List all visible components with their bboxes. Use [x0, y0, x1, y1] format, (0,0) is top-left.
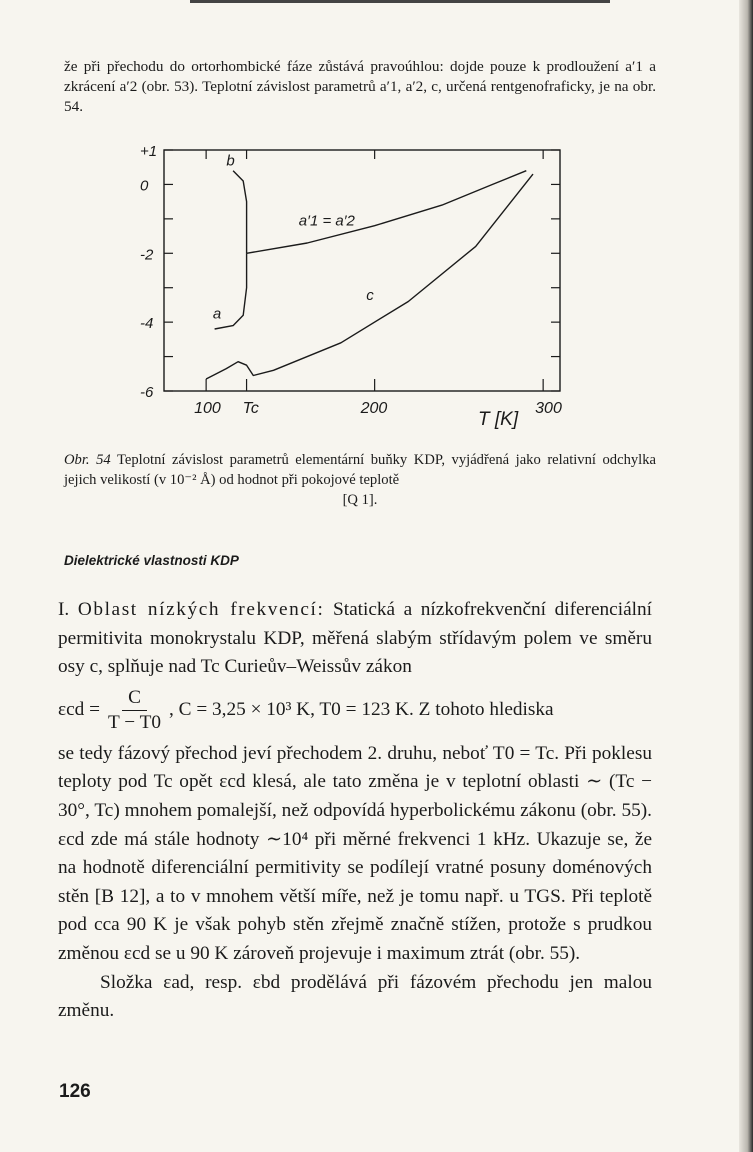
x-tick-label: Tc	[242, 400, 259, 417]
figure-54	[110, 138, 600, 443]
top-paragraph: že při přechodu do ortorhombické fáze zůstává pravoúhlou: dojde pouze k prodloužení a′1 a zkrácení a′2 (obr. 53). Teplotní závislost parametrů a′1, a′2, c, určená rentgenofraficky, je na obr. 54.	[64, 58, 656, 115]
formula-numerator: C	[122, 686, 147, 711]
series-line	[206, 174, 533, 379]
y-tick-label: -6	[140, 384, 154, 401]
caption-label: Obr. 54	[64, 452, 111, 468]
x-axis-label: T [K]	[478, 409, 519, 430]
formula-denominator: T − T0	[108, 712, 162, 734]
formula-rest: , C = 3,25 × 10³ K, T0 = 123 K. Z tohoto hlediska	[169, 699, 554, 721]
figure-caption	[64, 450, 656, 510]
series-line	[247, 171, 527, 254]
caption-reference: [Q 1].	[342, 492, 378, 508]
heading-number: I.	[58, 599, 70, 620]
body-last-paragraph: Složka εad, resp. εbd prodělává při fázovém přechodu jen malou změnu.	[58, 971, 652, 1022]
body-text	[58, 596, 652, 1026]
x-tick-label: 200	[360, 400, 388, 417]
series-annotation: a′1 = a′2	[298, 212, 355, 230]
series-annotation: b	[226, 152, 235, 170]
series-annotation: a	[212, 305, 222, 323]
page-number: 126	[59, 1081, 91, 1102]
scan-top-mark	[190, 0, 610, 3]
y-tick-label: 0	[140, 177, 149, 195]
formula-fraction	[108, 686, 161, 735]
y-tick-label: -4	[140, 315, 154, 333]
curie-weiss-formula	[58, 682, 652, 740]
plot-frame	[164, 150, 560, 391]
heading-spaced: Oblast nízkých frekvencí:	[77, 599, 325, 620]
body-continuation: se tedy fázový přechod jeví přechodem 2. druhu, neboť T0 = Tc. Při poklesu teploty pod Tc opět εcd klesá, ale tato změna je v teplotní oblasti ∼ (Tc − 30°, Tc) mnohem pomalejší, než odpovídá hyperbolickému zákonu (obr. 55). εcd zde má stále hodnoty ∼10⁴ při měrné frekvenci 1 kHz. Ukazuje se, že na hodnotě diferenciální permitivity se podílejí vratné posuny doménových stěn [B 12], a to v mnohem větší míře, než je tomu např. u TGS. Při teplotě pod cca 90 K je však pohyb stěn zřejmě značně stížen, protože s prudkou změnou εcd se u 90 K zároveň projevuje i maximum ztrát (obr. 55).	[58, 742, 652, 964]
formula-lhs: εcd =	[58, 699, 100, 721]
series-line	[233, 171, 247, 254]
x-tick-label: 100	[194, 400, 221, 417]
series-annotation: c	[366, 286, 374, 304]
x-tick-label: 300	[535, 400, 562, 417]
page-edge-shadow	[739, 0, 753, 1152]
body-intro	[58, 596, 652, 682]
caption-text: Teplotní závislost parametrů elementární buňky KDP, vyjádřená jako relativní odchylka jejich velikostí (v 10⁻² Å) od hodnot při pokojové teplotě	[64, 452, 656, 488]
section-title: Dielektrické vlastnosti KDP	[64, 553, 239, 568]
y-tick-label: +1	[140, 143, 158, 160]
y-tick-label: -2	[140, 246, 154, 264]
intro-text: Statická a nízkofrekvenční diferenciální permitivita monokrystalu KDP, měřená slabým střídavým polem ve směru osy c, splňuje nad Tc Curieův–Weissův zákon	[58, 599, 653, 678]
lattice-parameter-chart	[110, 138, 600, 438]
